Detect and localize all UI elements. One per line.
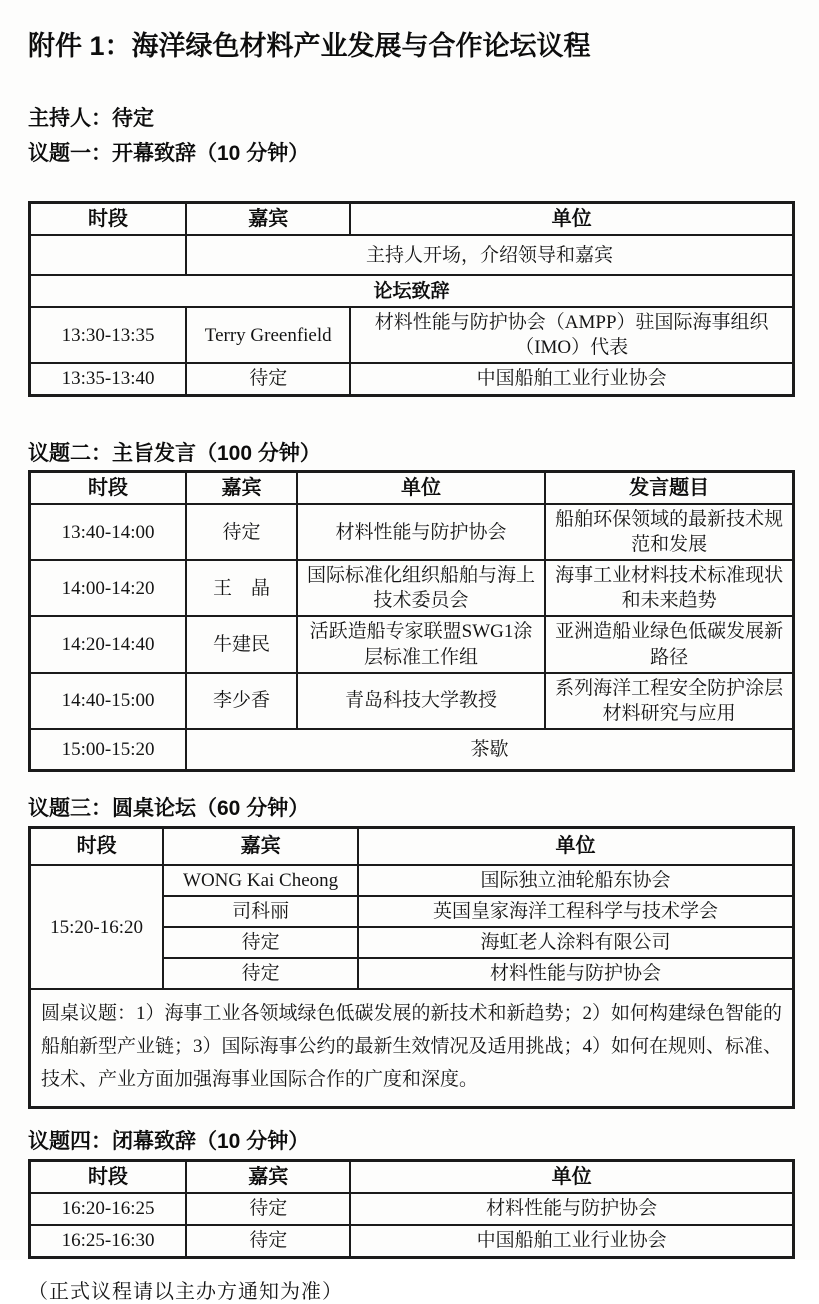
table-row (30, 673, 794, 729)
roundtable-topics-note: 圆桌议题：1）海事工业各领域绿色低碳发展的新技术和新趋势；2）如何构建绿色智能的船舶新型产业链；3）国际海事公约的最新生效情况及适用挑战；4）如何在规则、标准、技术、产业方面加强海事业国际合作的广度和深度。 (30, 989, 794, 1108)
table-row (30, 504, 794, 560)
col-header-org: 单位 (350, 1160, 793, 1193)
table-header-row (30, 1160, 794, 1193)
org-cell: 中国船舶工业行业协会 (350, 363, 793, 395)
org-cell: 材料性能与防护协会（AMPP）驻国际海事组织（IMO）代表 (350, 307, 793, 363)
topic-cell: 船舶环保领域的最新技术规范和发展 (545, 504, 793, 560)
guest-cell: 待定 (186, 1225, 350, 1257)
table-row (30, 275, 794, 307)
time-cell-empty (30, 235, 187, 275)
guest-cell: 李少香 (186, 673, 297, 729)
table-header-row (30, 471, 794, 504)
subheading-cell: 论坛致辞 (30, 275, 794, 307)
time-cell: 16:25-16:30 (30, 1225, 187, 1257)
host-line: 主持人：待定 (28, 107, 154, 131)
org-cell: 英国皇家海洋工程科学与技术学会 (358, 896, 794, 927)
intro-cell: 主持人开场，介绍领导和嘉宾 (186, 235, 793, 275)
col-header-guest: 嘉宾 (186, 471, 297, 504)
topic-cell: 系列海洋工程安全防护涂层材料研究与应用 (545, 673, 793, 729)
table-row (30, 1193, 794, 1225)
col-header-guest: 嘉宾 (186, 202, 350, 235)
time-cell: 15:20-16:20 (30, 865, 164, 989)
guest-cell: 牛建民 (186, 616, 297, 672)
time-cell: 13:35-13:40 (30, 363, 187, 395)
time-cell: 14:00-14:20 (30, 560, 187, 616)
col-header-guest: 嘉宾 (163, 827, 358, 865)
col-header-time: 时段 (30, 827, 164, 865)
guest-cell: 待定 (186, 363, 350, 395)
col-header-org: 单位 (297, 471, 545, 504)
guest-cell: 司科丽 (163, 896, 358, 927)
table-row (30, 729, 794, 771)
roundtable-table (28, 826, 795, 1110)
guest-cell: 待定 (186, 1193, 350, 1225)
topic-cell: 亚洲造船业绿色低碳发展新路径 (545, 616, 793, 672)
section4-heading: 议题四：闭幕致辞（10 分钟） (28, 1130, 310, 1154)
table-row (30, 363, 794, 395)
org-cell: 材料性能与防护协会 (297, 504, 545, 560)
table-row (30, 1225, 794, 1257)
org-cell: 青岛科技大学教授 (297, 673, 545, 729)
org-cell: 中国船舶工业行业协会 (350, 1225, 793, 1257)
guest-cell: 王 晶 (186, 560, 297, 616)
topic-cell: 海事工业材料技术标准现状和未来趋势 (545, 560, 793, 616)
table-header-row (30, 202, 794, 235)
page-title: 附件 1：海洋绿色材料产业发展与合作论坛议程 (28, 31, 591, 61)
org-cell: 海虹老人涂料有限公司 (358, 927, 794, 958)
keynote-table (28, 470, 795, 773)
table-row (30, 616, 794, 672)
table-row (30, 865, 794, 896)
col-header-guest: 嘉宾 (186, 1160, 350, 1193)
table-row (30, 235, 794, 275)
guest-cell: 待定 (163, 927, 358, 958)
guest-cell: WONG Kai Cheong (163, 865, 358, 896)
time-cell: 15:00-15:20 (30, 729, 187, 771)
col-header-org: 单位 (358, 827, 794, 865)
col-header-time: 时段 (30, 471, 187, 504)
org-cell: 国际标准化组织船舶与海上技术委员会 (297, 560, 545, 616)
time-cell: 14:20-14:40 (30, 616, 187, 672)
time-cell: 13:40-14:00 (30, 504, 187, 560)
col-header-topic: 发言题目 (545, 471, 793, 504)
col-header-org: 单位 (350, 202, 793, 235)
org-cell: 材料性能与防护协会 (358, 958, 794, 989)
table-row (30, 989, 794, 1108)
org-cell: 活跃造船专家联盟SWG1涂层标准工作组 (297, 616, 545, 672)
closing-table (28, 1159, 795, 1259)
col-header-time: 时段 (30, 202, 187, 235)
footer-note: （正式议程请以主办方通知为准） (28, 1280, 343, 1303)
table-row (30, 560, 794, 616)
col-header-time: 时段 (30, 1160, 187, 1193)
table-header-row (30, 827, 794, 865)
section1-heading: 议题一：开幕致辞（10 分钟） (28, 141, 310, 165)
time-cell: 14:40-15:00 (30, 673, 187, 729)
org-cell: 国际独立油轮船东协会 (358, 865, 794, 896)
section2-heading: 议题二：主旨发言（100 分钟） (28, 441, 321, 465)
time-cell: 13:30-13:35 (30, 307, 187, 363)
guest-cell: Terry Greenfield (186, 307, 350, 363)
break-cell: 茶歇 (186, 729, 793, 771)
section3-heading: 议题三：圆桌论坛（60 分钟） (28, 797, 310, 821)
opening-table (28, 201, 795, 397)
time-cell: 16:20-16:25 (30, 1193, 187, 1225)
org-cell: 材料性能与防护协会 (350, 1193, 793, 1225)
guest-cell: 待定 (163, 958, 358, 989)
table-row (30, 307, 794, 363)
guest-cell: 待定 (186, 504, 297, 560)
